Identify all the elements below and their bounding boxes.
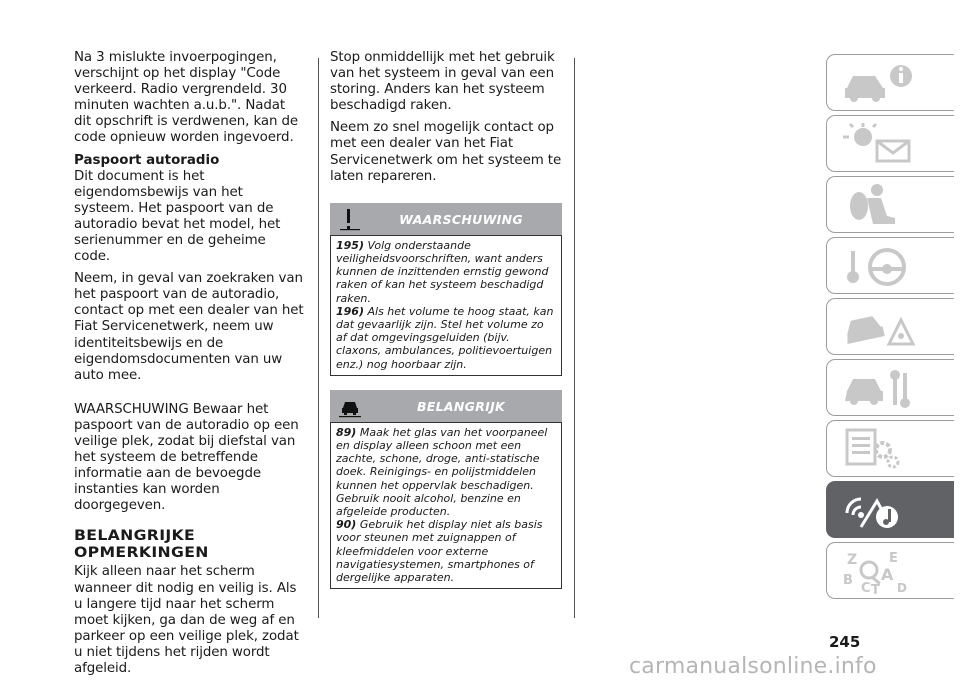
svg-text:Z: Z — [847, 552, 858, 568]
important-item — [336, 426, 557, 518]
item-number: 195) — [336, 238, 364, 252]
important-item — [336, 518, 557, 584]
tab-index[interactable] — [826, 542, 954, 599]
section-heading-important: BELANGRIJKE OPMERKINGEN — [74, 528, 209, 562]
item-number: 196) — [336, 304, 364, 318]
warning-title: WAARSCHUWING — [399, 211, 523, 227]
warning-header — [330, 203, 562, 235]
car-service-icon — [841, 365, 921, 411]
svg-text:C: C — [861, 581, 871, 594]
item-text: Als het volume te hoog staat, kan dat gevaarlijk zijn. Stel het volume zo af dat omgevingsgeluiden (bijv. claxons, ambulances, politievoertuigen enz.) nog hoorbaar zijn. — [336, 304, 554, 371]
paragraph: Stop onmiddellijk met het gebruik van het systeem in geval van een storing. Anders kan het systeem beschadigd raken. — [330, 50, 555, 114]
index-letters-icon — [841, 548, 921, 594]
important-header — [330, 390, 562, 422]
tab-multimedia[interactable] — [826, 481, 954, 538]
left-column — [74, 50, 304, 683]
item-text: Maak het glas van het voorpaneel en display alleen schoon met een zachte, schone, droge, anti-statische doek. Reinigings- en polijstmiddelen kunnen het oppervlak beschadigen. Gebruik nooit alcohol, benzine en afgeleide producten. — [336, 425, 548, 518]
breakdown-triangle-icon — [841, 304, 921, 350]
svg-text:A: A — [881, 565, 894, 584]
paragraph: Na 3 mislukte invoerpogingen, verschijnt op het display "Code verkeerd. Radio vergrendeld. 30 minuten wachten a.u.b.". Nadat dit opschrift is verdwenen, kan de code opnieuw worden ingevoerd. — [74, 50, 299, 146]
page-number: 245 — [829, 633, 861, 651]
item-text: Gebruik het display niet als basis voor steunen met zuignappen of kleefmiddelen voor externe navigatiesystemen, smartphones of dergelijke apparaten. — [336, 518, 543, 585]
item-number: 89) — [336, 425, 357, 439]
tab-emergency[interactable] — [826, 298, 954, 355]
car-info-icon — [841, 60, 921, 106]
column-divider — [318, 58, 319, 618]
item-number: 90) — [336, 518, 357, 532]
specifications-gear-icon — [841, 426, 921, 472]
tab-car-info[interactable] — [826, 54, 954, 111]
paragraph: Neem zo snel mogelijk contact op met een dealer van het Fiat Servicenetwerk om het systeem te laten repareren. — [330, 120, 562, 184]
svg-text:B: B — [843, 573, 853, 588]
right-column — [330, 50, 562, 589]
tab-starting-driving[interactable] — [826, 237, 954, 294]
light-message-icon — [841, 121, 921, 167]
tab-maintenance[interactable] — [826, 359, 954, 416]
watermark: carmanualsonline.info — [629, 654, 877, 679]
paragraph: WAARSCHUWING Bewaar het paspoort van de autoradio op een veilige plek, zodat bij diefstal van het systeem de betreffende informatie aan de bevoegde instanties kan worden doorgegeven. — [74, 401, 299, 514]
tab-lights-messages[interactable] — [826, 115, 954, 172]
warning-item — [336, 239, 557, 305]
svg-text:D: D — [897, 581, 907, 594]
warning-box — [330, 235, 562, 376]
airbag-seat-icon — [841, 182, 921, 228]
item-text: Volg onderstaande veiligheidsvoorschriften, want anders kunnen de inzittenden ernstig gewond raken of kan het systeem beschadigd raken. — [336, 238, 549, 305]
warning-item — [336, 305, 557, 371]
column-divider — [574, 58, 575, 618]
section-heading: Paspoort autoradio — [74, 152, 220, 168]
paragraph: Dit document is het eigendomsbewijs van het systeem. Het paspoort van de autoradio bevat het model, het serienummer en de geheime code. — [74, 168, 281, 265]
key-steering-wheel-icon — [841, 243, 921, 289]
multimedia-icon — [841, 487, 921, 533]
svg-text:E: E — [889, 551, 898, 566]
tab-safety[interactable] — [826, 176, 954, 233]
important-box — [330, 422, 562, 589]
svg-text:T: T — [871, 583, 880, 594]
paragraph: Neem, in geval van zoekraken van het paspoort van de autoradio, contact op met een dealer van het Fiat Servicenetwerk, neem uw identiteitsbewijs en de eigendomsdocumenten van uw auto mee. — [74, 271, 304, 383]
paragraph: Kijk alleen naar het scherm wanneer dit nodig en veilig is. Als u langere tijd naar het scherm moet kijken, ga dan de weg af en parkeer op een veilige plek, zodat u niet tijdens het rijden wordt afgeleid. — [74, 564, 299, 676]
important-title: BELANGRIJK — [416, 398, 506, 414]
tab-technical-data[interactable] — [826, 420, 954, 477]
